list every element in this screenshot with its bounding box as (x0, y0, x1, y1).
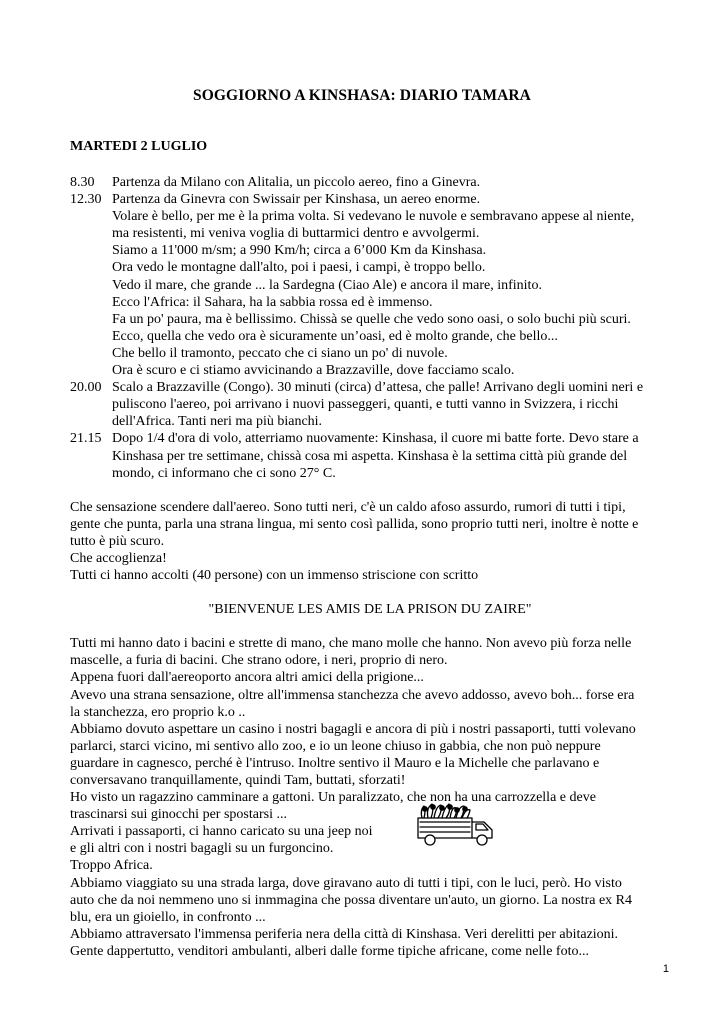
paragraph-line: Ho visto un ragazzino camminare a gattoni. Un paralizzato, che non ha una carrozzella e deve (70, 790, 596, 806)
paragraph-line: tutto è più scuro. (70, 533, 165, 549)
entry-time: 8.30 (70, 175, 95, 190)
paragraph-line: gente che punta, parla una strana lingua, mi sento così pallida, sono proprio tutti neri, inoltre è notte e (70, 516, 639, 532)
entry-line: Ecco, quella che vedo ora è sicuramente un’oasi, ed è molto grande, che bello... (112, 328, 558, 344)
arrival-paragraph (70, 499, 670, 584)
entry-time: 12.30 (70, 192, 102, 208)
paragraph-line: parlarci, starci vicino, mi sentivo allo zoo, e io un leone chiuso in gabbia, che non può neppure (70, 738, 601, 754)
banner-text: "BIENVENUE LES AMIS DE LA PRISON DU ZAIRE" (208, 602, 532, 618)
entry-line: mondo, ci informano che ci sono 27° C. (112, 465, 336, 481)
diary-body (70, 174, 670, 960)
spacer (70, 584, 670, 601)
timeline-entries (70, 174, 670, 482)
date-heading: MARTEDI 2 LUGLIO (70, 139, 208, 154)
timeline-entry (70, 191, 670, 379)
entry-line: Dopo 1/4 d'ora di volo, atterriamo nuovamente: Kinshasa, il cuore mi batte forte. Devo stare a (112, 431, 639, 447)
timeline-entry (70, 174, 670, 191)
entry-line: ma resistenti, mi veniva voglia di buttarmici dentro e avvolgermi. (112, 226, 480, 242)
entry-line: Fa un po' paura, ma è bellissimo. Chissà se quelle che vedo sono oasi, o solo buchi più scuri. (112, 311, 631, 327)
paragraph-line: mascelle, a furia di bacini. Che strano odore, i neri, proprio di nero. (70, 653, 448, 669)
paragraph-line: Troppo Africa. (70, 858, 153, 874)
entry-line: puliscono l'aereo, poi arrivano i nuovi passeggeri, quanti, e tutti vanno in Svizzera, i ricchi (112, 397, 619, 413)
spacer (70, 618, 670, 635)
entry-line: Ora è scuro e ci stiamo avvicinando a Brazzaville, dove facciamo scalo. (112, 363, 515, 379)
paragraph-line: Appena fuori dall'aereoporto ancora altri amici della prigione... (70, 670, 424, 686)
entry-time: 20.00 (70, 380, 102, 396)
entry-time: 21.15 (70, 431, 102, 447)
paragraph-line: Abbiamo attraversato l'immensa periferia nera della città di Kinshasa. Veri derelitti per abitazioni. (70, 926, 619, 942)
entry-line: dell'Africa. Tanti neri ma più bianchi. (112, 414, 323, 430)
entry-line: Kinshasa per tre settimane, chissà cosa mi aspetta. Kinshasa è la settima città più grande del (112, 448, 628, 464)
timeline-entry (70, 430, 670, 481)
paragraph-line: Gente dappertutto, venditori ambulanti, alberi dalle forme tipiche africane, come nelle foto... (70, 943, 589, 959)
paragraph-line: trascinarsi sui ginocchi per spostarsi ... (70, 807, 287, 823)
paragraph-line: Abbiamo dovuto aspettare un casino i nostri bagagli e ancora di più i nostri passaporti, tutti volevano (70, 721, 636, 737)
paragraph-line: Arrivati i passaporti, ci hanno caricato su una jeep noi (70, 824, 373, 840)
paragraph-line: conversavano tranquillamente, quindi Tam, buttati, sforzati! (70, 773, 406, 788)
entry-line: Che bello il tramonto, peccato che ci siano un po' di nuvole. (112, 345, 448, 361)
paragraph-line: la stanchezza, ero proprio k.o .. (70, 704, 246, 720)
paragraph-line: guardare in cagnesco, perché è l'intruso. Inoltre sentivo il Mauro e la Michelle che parlavano e (70, 755, 600, 771)
entry-line: Vedo il mare, che grande ... la Sardegna (Ciao Ale) e ancora il mare, infinito. (112, 277, 542, 293)
paragraph-line: blu, era un gioiello, in confronto ... (70, 909, 266, 925)
document-title: SOGGIORNO A KINSHASA: DIARIO TAMARA (193, 87, 531, 104)
paragraph-line: Abbiamo viaggiato su una strada larga, dove giravano auto di tutti i tipi, con le luci, però. Ho visto (70, 875, 622, 891)
airport-paragraph (70, 635, 670, 960)
entry-line: Volare è bello, per me è la prima volta. Si vedevano le nuvole e sembravano appese al niente, (112, 209, 635, 225)
timeline-entry (70, 379, 670, 430)
entry-line: Scalo a Brazzaville (Congo). 30 minuti (circa) d’attesa, che palle! Arrivano degli uomini neri e (112, 380, 644, 396)
paragraph-line: auto che da noi nemmeno uno si inmmagina che possa diventare un'auto, un giorno. La nostra ex R4 (70, 892, 632, 908)
entry-line: Ora vedo le montagne dall'alto, poi i paesi, i campi, è troppo bello. (112, 260, 486, 276)
entry-line: Partenza da Milano con Alitalia, un piccolo aereo, fino a Ginevra. (112, 175, 481, 190)
paragraph-line: Che sensazione scendere dall'aereo. Sono tutti neri, c'è un caldo afoso assurdo, rumori di tutti i tipi, (70, 499, 626, 515)
entry-line: Partenza da Ginevra con Swissair per Kinshasa, un aereo enorme. (112, 192, 481, 208)
paragraph-line: Avevo una strana sensazione, oltre all'immensa stanchezza che avevo addosso, avevo boh... forse era (70, 687, 635, 703)
spacer (70, 482, 670, 499)
page-number: 1 (662, 963, 669, 975)
entry-line: Ecco l'Africa: il Sahara, ha la sabbia rossa ed è immenso. (112, 294, 433, 310)
entry-line: Siamo a 11'000 m/sm; a 990 Km/h; circa a 6’000 Km da Kinshasa. (112, 243, 487, 259)
paragraph-line: e gli altri con i nostri bagagli su un furgoncino. (70, 841, 334, 857)
paragraph-line: Che accoglienza! (70, 550, 167, 566)
paragraph-line: Tutti mi hanno dato i bacini e strette di mano, che mano molle che hanno. Non avevo più forza nelle (70, 636, 632, 652)
paragraph-line: Tutti ci hanno accolti (40 persone) con un immenso striscione con scritto (70, 568, 479, 584)
truck-illustration-icon (412, 800, 498, 848)
